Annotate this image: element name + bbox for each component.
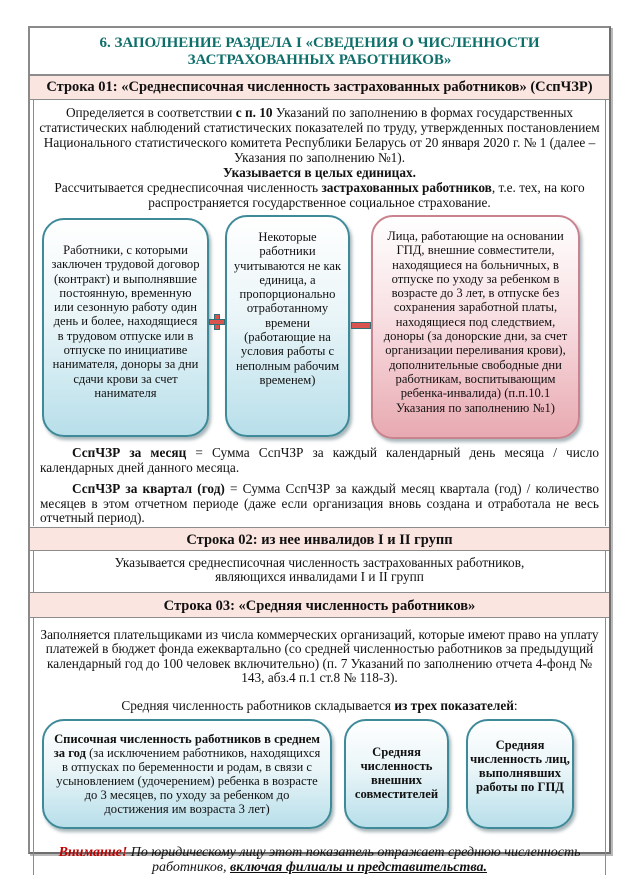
row03-lead <box>34 699 605 714</box>
part-time-workers-box: Некоторые работники учитываются не как единица, а пропорционально отработанному времени (работающие на условия работы с неполным рабочим временем) <box>225 215 350 437</box>
intro-text: Рассчитывается среднесписочная численность <box>54 180 322 195</box>
warning-emphasis: включая филиалы и представительства. <box>229 860 488 875</box>
row02-header: Строка 02: из нее инвалидов I и II групп <box>30 527 609 551</box>
row01-intro-p2 <box>34 165 605 180</box>
page-title-line-1: 6. ЗАПОЛНЕНИЕ РАЗДЕЛА I «СВЕДЕНИЯ О ЧИСЛЕННОСТИ <box>99 35 540 51</box>
row01-intro-p3 <box>34 180 605 210</box>
external-part-timers-box: Средняя численность внешних совместителей <box>344 719 449 829</box>
row01-body <box>33 100 606 526</box>
row03-body <box>33 618 606 876</box>
row01-diagram <box>34 210 605 440</box>
formula-month-text: = Сумма СспЧЗР за каждый календарный день месяца / число календарных дней данного месяца. <box>40 445 599 475</box>
intro-text: Определяется в соответствии <box>65 105 236 120</box>
row03-description: Заполняется плательщиками из числа коммерческих организаций, которые имеют право на уплату платежей в бюджет фонда ежеквартально (со средней численностью работников за предыдущий календарный год до 100 человек включительно) (п. 7 Указаний по заполнению отчета 4-фонд № 143, абз.4 п.1 ст.8 № 118-З). <box>40 626 599 685</box>
plus-icon <box>209 314 225 330</box>
intro-bold: застрахованных работников <box>321 180 492 195</box>
warning-text: По юридическому лицу этот показатель отражает среднюю численность работников, <box>127 845 581 875</box>
row01-formulas <box>34 440 605 526</box>
units-note: Указывается в целых единицах. <box>223 165 416 180</box>
row02-body-line-2: являющихся инвалидами I и II групп <box>215 569 424 584</box>
list-count-box <box>42 719 332 829</box>
gpd-workers-box: Средняя численность лиц, выполнявших работы по ГПД <box>466 719 574 829</box>
intro-text: , т.е. тех, на кого распространяется государственное социальное страхование. <box>148 180 585 210</box>
page-title <box>30 28 609 76</box>
included-workers-box: Работники, с которыми заключен трудовой договор (контракт) и выполнявшие постоянную, временную или сезонную работу один день и более, находящиеся в трудовом отпуске или в отпуске по инициативе нанимателя, доноры за дни сдачи крови за счет нанимателя <box>42 218 209 437</box>
intro-text: Указаний по заполнению в формах государственных статистических наблюдений статистических показателей по труду, утвержденных постановлением Национального статистического комитета Республики Беларусь от 20 января 2020 г. № 1 (далее – Указания по заполнению №1). <box>39 105 600 165</box>
row02-body <box>33 551 606 592</box>
page-title-line-2: ЗАСТРАХОВАННЫХ РАБОТНИКОВ» <box>187 52 452 68</box>
formula-month-term: СспЧЗР за месяц <box>72 445 187 460</box>
formula-quarter-term: СспЧЗР за квартал (год) <box>72 481 225 496</box>
list-count-text: (за исключением работников, находящихся в отпусках по беременности и родам, в связи с усыновлением (удочерением) ребенка в возрасте до 3 месяцев, по уходу за ребенком до достижения им возраста 3 лет) <box>56 746 321 816</box>
formula-month <box>40 446 599 475</box>
formula-quarter-text: = Сумма СспЧЗР за каждый месяц квартала (год) / количество месяцев в этом отчетном периоде (даже если организация вновь создана и отработала не весь отчетный период). <box>40 481 599 525</box>
minus-icon <box>351 322 371 329</box>
list-count-title: Списочная численность работников в среднем за год <box>53 732 320 760</box>
row02-body-line-1: Указывается среднесписочная численность застрахованных работников, <box>114 554 525 570</box>
warning-label: Внимание! <box>58 845 128 860</box>
lead-text: Средняя численность работников складывается <box>121 697 395 713</box>
lead-colon: : <box>513 697 518 713</box>
intro-bold: с п. 10 <box>235 105 273 120</box>
row03-header: Строка 03: «Средняя численность работников» <box>30 592 609 618</box>
document-frame <box>28 26 611 875</box>
excluded-persons-box: Лица, работающие на основании ГПД, внешние совместители, находящиеся на больничных, в отпуске по уходу за ребенком в возрасте до 3 лет, в отпуске без сохранения заработной платы, находящиеся под следствием, доноры (за донорские дни, за счет организации переливания крови), дополнительные свободные дни работникам, воспитывающим ребенка-инвалида) (п.п.10.1 Указания по заполнению №1) <box>371 215 580 439</box>
row01-intro-p1 <box>34 105 605 165</box>
lead-bold: из трех показателей <box>394 697 514 713</box>
row01-header: Строка 01: «Среднесписочная численность застрахованных работников» (СспЧЗР) <box>30 76 609 100</box>
row03-diagram <box>34 717 605 841</box>
warning-note <box>34 841 605 875</box>
row01-intro <box>34 100 605 210</box>
formula-quarter <box>40 482 599 526</box>
